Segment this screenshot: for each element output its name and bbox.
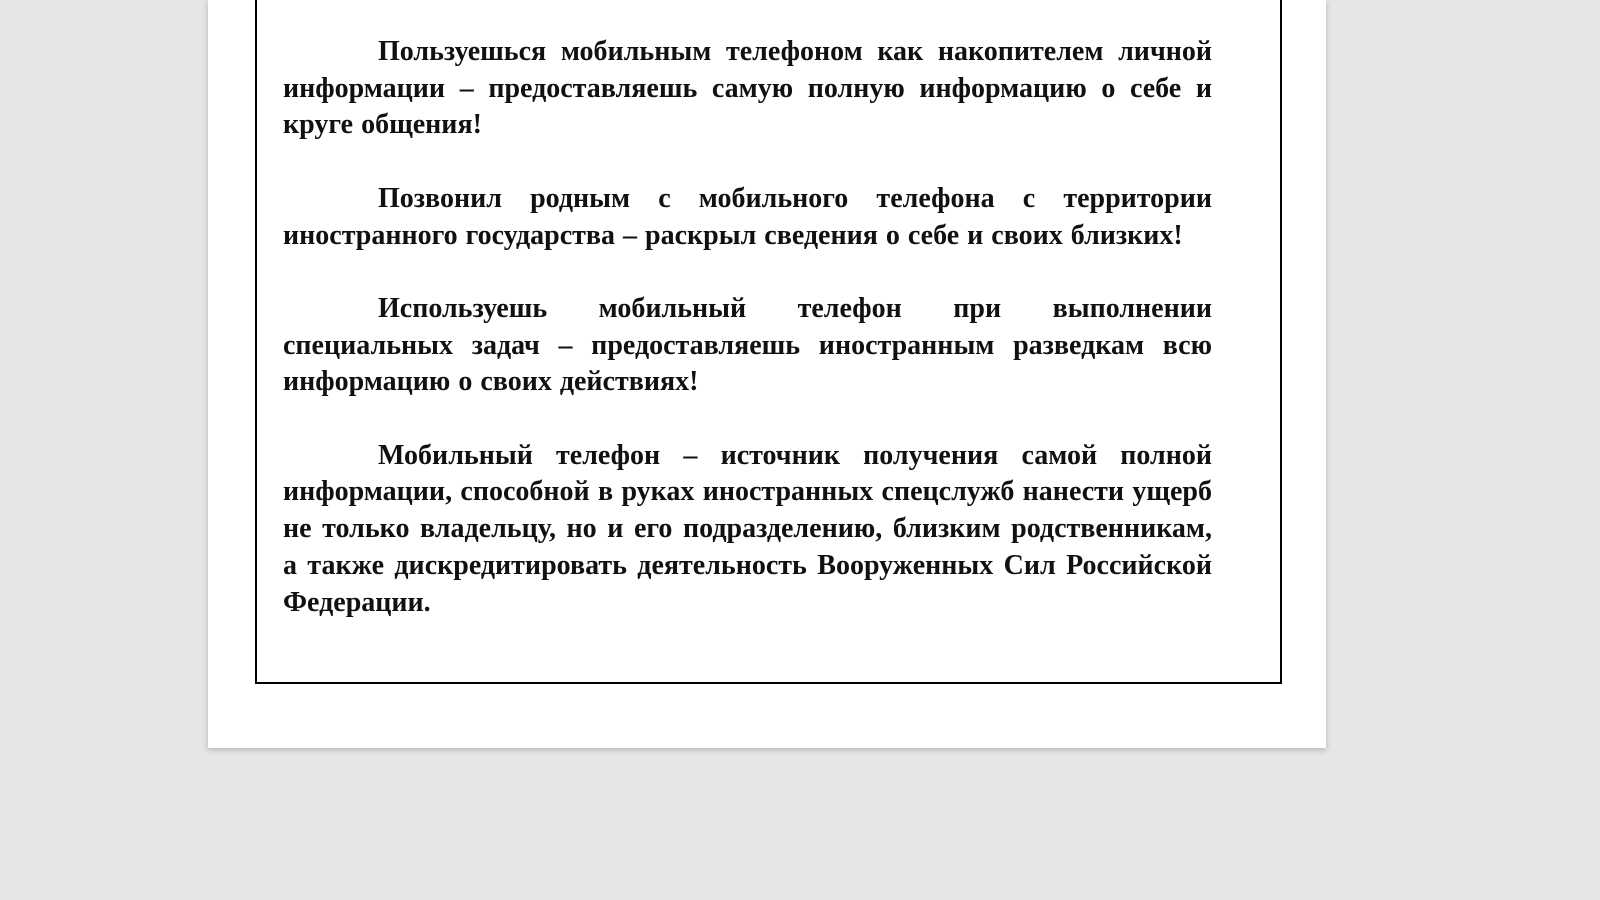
paragraph-2: Позвонил родным с мобильного телефона с территории иностранного государства – раскрыл сведения о себе и своих близких! xyxy=(283,182,1212,251)
paragraph-3: Используешь мобильный телефон при выполнении специальных задач – предоставляешь иностранным разведкам всю информацию о своих действиях! xyxy=(283,292,1212,398)
paragraph-1: Пользуешься мобильным телефоном как накопителем личной информации – предоставляешь самую полную информацию о себе и круге общения! xyxy=(283,36,1212,141)
text-block xyxy=(283,34,1212,621)
paragraph-4: Мобильный телефон – источник получения самой полной информации, способной в руках иностранных спецслужб нанести ущерб не только владельцу, но и его подразделению, близким родственникам, а также дискредитировать деятельность Вооруженных Сил Российской Федерации. xyxy=(283,439,1212,618)
document-page xyxy=(208,0,1326,748)
